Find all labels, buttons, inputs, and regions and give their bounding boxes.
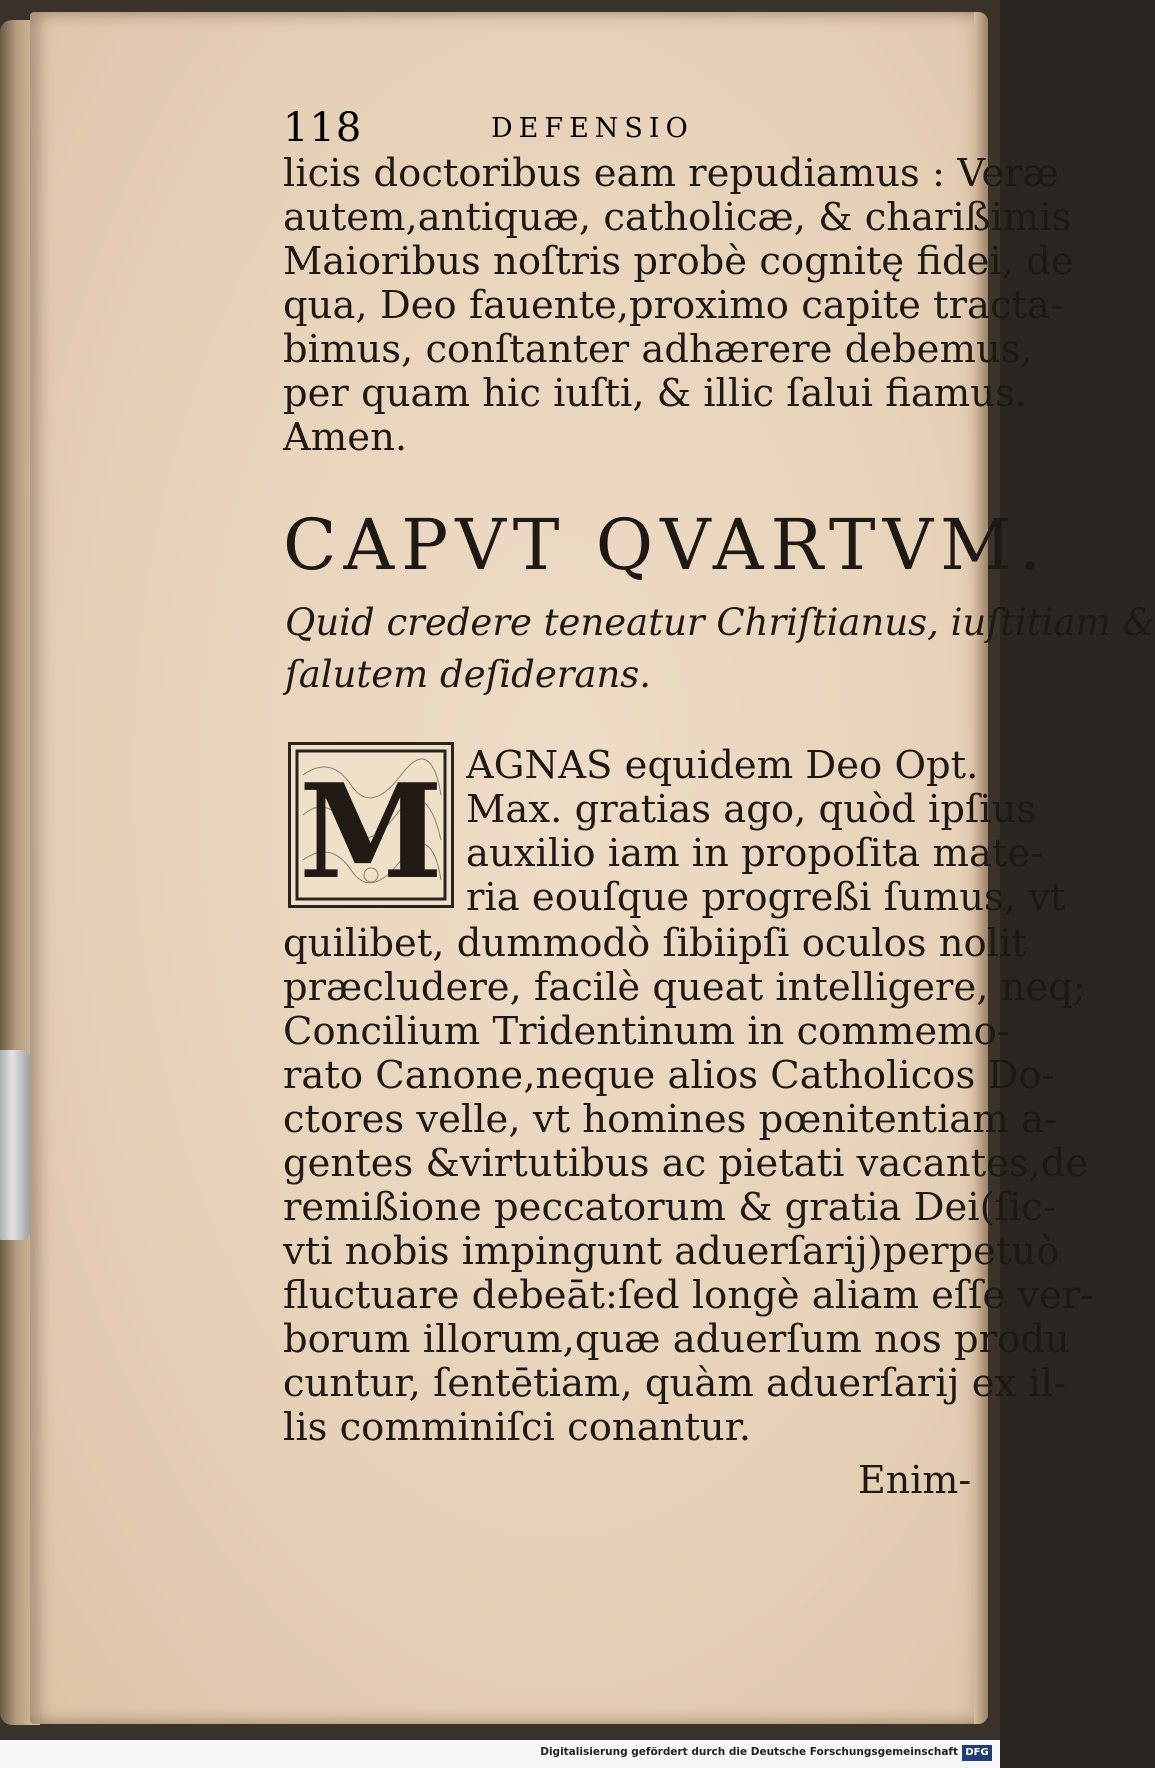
text-line: ctores velle, vt homines pœnitentiam a- [283,1097,1057,1142]
page-number: 118 [283,105,363,151]
subtitle-line: ſalutem deſiderans. [285,653,652,696]
page-header [283,105,983,151]
text-line: Amen. [283,415,408,460]
text-line: vti nobis impingunt aduerſarij)perpetuò [283,1229,1060,1274]
decorated-initial [288,742,454,908]
initial-ornament-icon [291,745,451,908]
text-line: remißione peccatorum & gratia Dei(ſic- [283,1185,1056,1230]
text-line: cuntur, ſentētiam, quàm aduerſarij ex il- [283,1361,1067,1406]
dfg-logo-icon: DFG [962,1745,992,1761]
footer-bar [0,1740,1000,1768]
text-line: lis comminiſci conantur. [283,1405,752,1450]
funding-credit: Digitalisierung gefördert durch die Deutsche Forschungsgemeinschaft [540,1746,958,1758]
text-line: quilibet, dummodò ſibiipſi oculos nolit [283,921,1027,966]
text-line: gentes &virtutibus ac pietati vacantes,de [283,1141,1089,1186]
text-line: bimus, conſtanter adhærere debemus, [283,327,1033,372]
text-line: rato Canone,neque alios Catholicos Do- [283,1053,1055,1098]
text-line: fluctuare debeāt:ſed longè aliam eſſe ver- [283,1273,1094,1318]
text-line: præcludere, facilè queat intelligere, neq; [283,965,1086,1010]
text-line: borum illorum,quæ aduerſum nos produ [283,1317,1070,1362]
text-line: Concilium Tridentinum in commemo- [283,1009,1010,1054]
text-line: Maioribus noſtris probè cognitę fidei, de [283,239,1074,284]
text-line: AGNAS equidem Deo Opt. [466,743,979,788]
text-line: autem,antiquæ, catholicæ, & charißimis [283,195,1072,240]
text-line: per quam hic iuſti, & illic ſalui fiamus. [283,371,1028,416]
initial-letter: M [299,755,443,908]
subtitle-line: Quid credere teneatur Chriſtianus, iuſtitiam & [285,601,1155,644]
text-line: licis doctoribus eam repudiamus : Veræ [283,151,1059,196]
text-line: Max. gratias ago, quòd ipſius [466,787,1037,832]
text-line: auxilio iam in propoſita mate- [466,831,1044,876]
running-head: DEFENSIO [491,113,694,144]
text-line: qua, Deo fauente,proximo capite tracta- [283,283,1063,328]
chapter-title: CAPVT QVARTVM. [283,504,1049,586]
catchword: Enim- [858,1458,972,1502]
page-clip [0,1050,30,1240]
text-line: ria eouſque progreßi ſumus, vt [466,875,1066,920]
